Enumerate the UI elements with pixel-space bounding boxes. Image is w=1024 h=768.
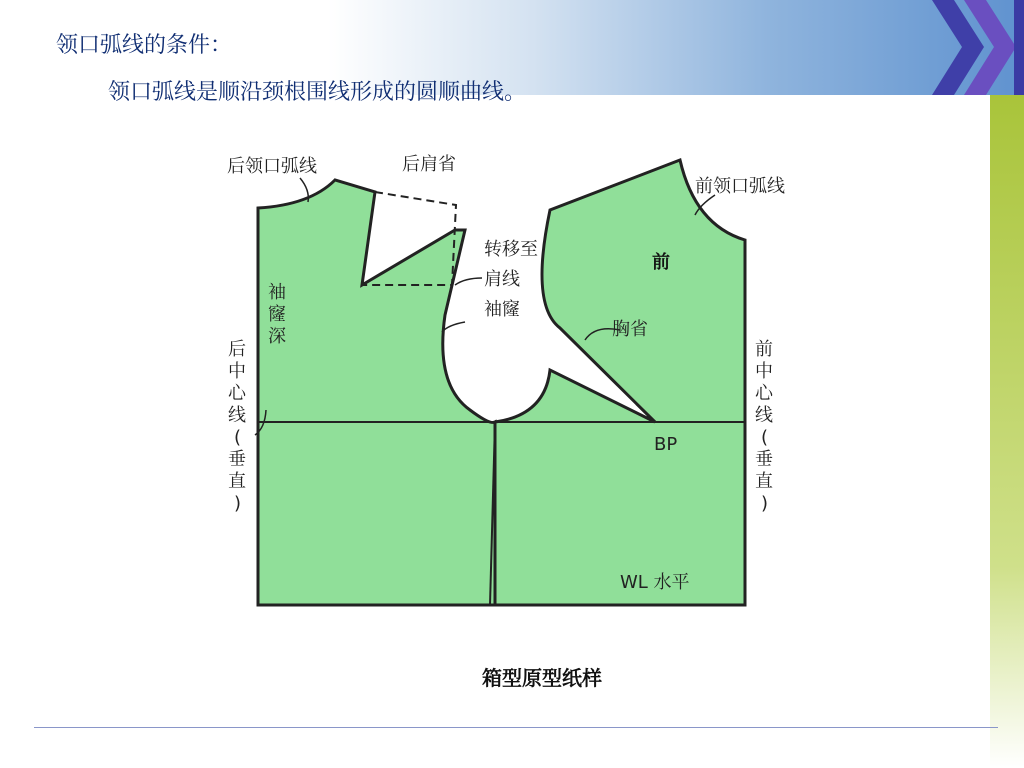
label-back-center-8: ) xyxy=(234,493,242,514)
label-front-center-5: ( xyxy=(761,427,769,448)
label-front-center-2: 中 xyxy=(755,361,773,382)
label-back-center-7: 直 xyxy=(228,471,246,492)
label-bust-dart: 胸省 xyxy=(612,319,648,340)
leader-transfer xyxy=(455,278,482,285)
label-front-center-8: ) xyxy=(761,493,769,514)
label-back-center-1: 后 xyxy=(228,339,246,360)
label-front-neckline: 前领口弧线 xyxy=(695,176,785,197)
label-back-center-4: 线 xyxy=(228,405,246,426)
label-armhole-depth-3: 深 xyxy=(268,326,286,347)
slide-title: 领口弧线的条件： xyxy=(56,33,233,58)
label-back-shoulder-dart: 后肩省 xyxy=(402,154,456,175)
leader-armhole xyxy=(442,322,465,332)
label-front-center-7: 直 xyxy=(755,471,773,492)
label-front-center-1: 前 xyxy=(755,339,773,360)
label-front-center-4: 线 xyxy=(755,405,773,426)
chevron-decoration-icon xyxy=(914,0,1024,95)
label-back-center-3: 心 xyxy=(228,383,246,404)
label-shoulder-line: 肩线 xyxy=(484,269,520,290)
side-accent-bar xyxy=(990,95,1024,768)
label-bp: BP xyxy=(654,434,678,455)
pattern-diagram xyxy=(190,110,830,710)
label-front-center-6: 垂 xyxy=(755,449,773,470)
label-front: 前 xyxy=(652,252,670,273)
label-front-center-3: 心 xyxy=(755,383,773,404)
label-wl-horizontal: WL 水平 xyxy=(620,572,690,593)
slide-body-text: 领口弧线是顺沿颈根围线形成的圆顺曲线。 xyxy=(108,80,527,105)
label-back-center-6: 垂 xyxy=(228,449,246,470)
back-bodice-shape xyxy=(258,180,495,605)
figure-caption: 箱型原型纸样 xyxy=(482,666,602,690)
label-armhole-depth-2: 窿 xyxy=(268,304,286,325)
front-bodice-shape xyxy=(495,160,745,605)
label-back-center-2: 中 xyxy=(228,361,246,382)
label-armhole: 袖窿 xyxy=(484,299,520,320)
label-back-center-5: ( xyxy=(234,427,242,448)
pattern-figure xyxy=(190,110,830,710)
label-transfer-to: 转移至 xyxy=(484,239,538,260)
label-armhole-depth-1: 袖 xyxy=(268,282,286,303)
footer-divider xyxy=(34,727,998,728)
label-back-neckline: 后领口弧线 xyxy=(227,156,317,177)
